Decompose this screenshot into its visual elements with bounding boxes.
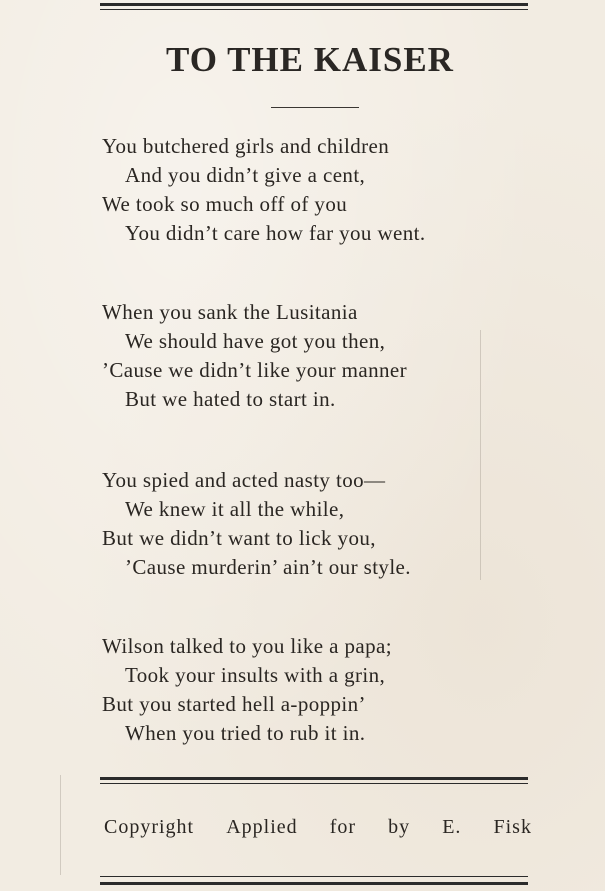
poem-line: But we hated to start in. bbox=[125, 387, 336, 411]
poem-line: And you didn’t give a cent, bbox=[125, 163, 366, 187]
stanza-3 bbox=[102, 466, 411, 582]
poem-line: We took so much off of you bbox=[102, 192, 348, 216]
copyright-word: Fisk bbox=[493, 816, 532, 838]
stanza-1 bbox=[102, 132, 426, 248]
poem-line: But you started hell a-poppin’ bbox=[102, 692, 366, 716]
top-double-rule bbox=[100, 3, 528, 10]
poem-line: We knew it all the while, bbox=[125, 497, 345, 521]
poem-line: Wilson talked to you like a papa; bbox=[102, 634, 392, 658]
copyright-word: for bbox=[329, 816, 357, 838]
poem-line: You spied and acted nasty too— bbox=[102, 468, 386, 492]
middle-double-rule bbox=[100, 777, 528, 784]
copyright-word: E. bbox=[442, 816, 462, 838]
poem-line: We should have got you then, bbox=[125, 329, 386, 353]
faint-edge-line bbox=[60, 775, 61, 875]
poem-line: You didn’t care how far you went. bbox=[125, 221, 426, 245]
poem-line: ’Cause we didn’t like your manner bbox=[102, 358, 407, 382]
poem-line: ’Cause murderin’ ain’t our style. bbox=[125, 555, 411, 579]
poem-line: But we didn’t want to lick you, bbox=[102, 526, 376, 550]
copyright-word: Applied bbox=[226, 816, 298, 838]
poem-line: You butchered girls and children bbox=[102, 134, 390, 158]
copyright-word: Copyright bbox=[104, 816, 195, 838]
bottom-double-rule bbox=[100, 876, 528, 885]
poem-line: When you sank the Lusitania bbox=[102, 300, 358, 324]
copyright-word: by bbox=[388, 816, 411, 838]
faint-fold-line bbox=[480, 330, 481, 580]
title-underline-rule bbox=[271, 107, 359, 108]
stanza-4 bbox=[102, 632, 392, 748]
poem-title: TO THE KAISER bbox=[166, 40, 454, 79]
copyright-line bbox=[104, 816, 532, 839]
poem-line: When you tried to rub it in. bbox=[125, 721, 366, 745]
stanza-2 bbox=[102, 298, 407, 414]
poem-line: Took your insults with a grin, bbox=[125, 663, 386, 687]
